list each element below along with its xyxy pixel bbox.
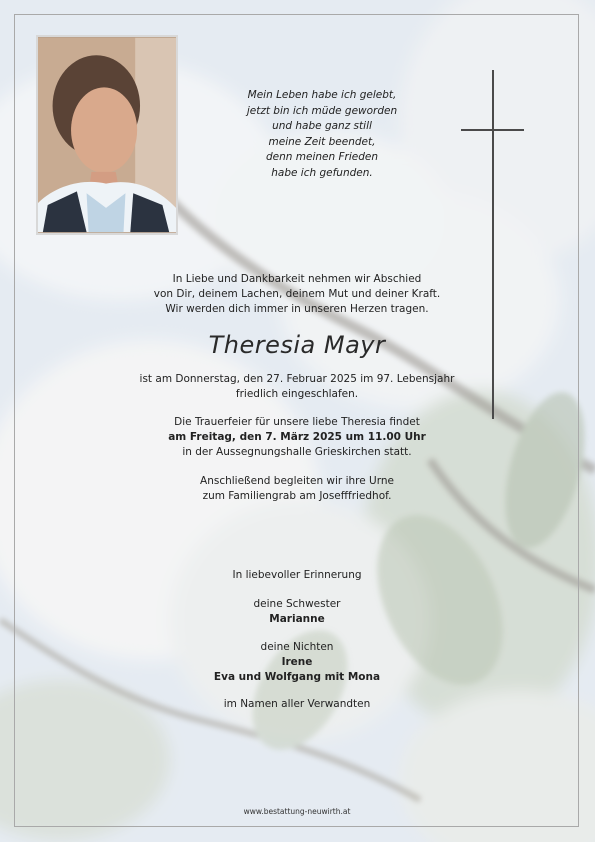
ceremony-date: am Freitag, den 7. März 2025 um 11.00 Uhr xyxy=(168,431,426,443)
ceremony-place: in der Aussegnungshalle Grieskirchen statt. xyxy=(182,446,412,458)
poem-line: Mein Leben habe ich gelebt, xyxy=(247,89,397,101)
cross-vertical-bar xyxy=(492,70,494,419)
relatives-line: im Namen aller Verwandten xyxy=(223,698,371,710)
poem-line: habe ich gefunden. xyxy=(271,166,373,179)
niece-name: Eva und Wolfgang mit Mona xyxy=(213,671,381,683)
burial-line: Anschließend begleiten wir ihre Urne xyxy=(200,475,394,487)
poem-line: meine Zeit beendet, xyxy=(268,135,376,148)
burial-line: zum Familiengrab am Josefffriedhof. xyxy=(202,490,392,502)
niece-name: Irene xyxy=(281,656,313,668)
poem-line: denn meinen Frieden xyxy=(266,151,378,163)
portrait-photo xyxy=(36,35,178,235)
ceremony-info xyxy=(97,415,497,460)
sister-label: deine Schwester xyxy=(253,598,341,610)
sister-block xyxy=(97,597,497,627)
farewell-line: In Liebe und Dankbarkeit nehmen wir Abschied xyxy=(172,273,422,285)
poem-line: und habe ganz still xyxy=(272,120,372,132)
deceased-name: Theresia Mayr xyxy=(208,331,386,359)
farewell-line: von Dir, deinem Lachen, deinem Mut und deiner Kraft. xyxy=(153,288,441,300)
nieces-label: deine Nichten xyxy=(260,641,334,653)
farewell-line: Wir werden dich immer in unseren Herzen tragen. xyxy=(165,303,429,315)
poem-line: jetzt bin ich müde geworden xyxy=(246,104,398,117)
sister-name: Marianne xyxy=(269,613,325,625)
nieces-block xyxy=(97,640,497,685)
funeral-home-website[interactable]: www.bestattung-neuwirth.at xyxy=(243,807,351,816)
ceremony-intro: Die Trauerfeier für unsere liebe Theresia findet xyxy=(174,416,420,428)
farewell-text xyxy=(97,272,497,317)
death-line: friedlich eingeschlafen. xyxy=(235,388,359,400)
poem xyxy=(222,88,422,181)
mourners-intro: In liebevoller Erinnerung xyxy=(232,569,362,581)
death-line: ist am Donnerstag, den 27. Februar 2025 im 97. Lebensjahr xyxy=(139,373,455,385)
burial-info xyxy=(97,474,497,504)
death-notice xyxy=(97,372,497,402)
cross-horizontal-bar xyxy=(461,129,524,131)
